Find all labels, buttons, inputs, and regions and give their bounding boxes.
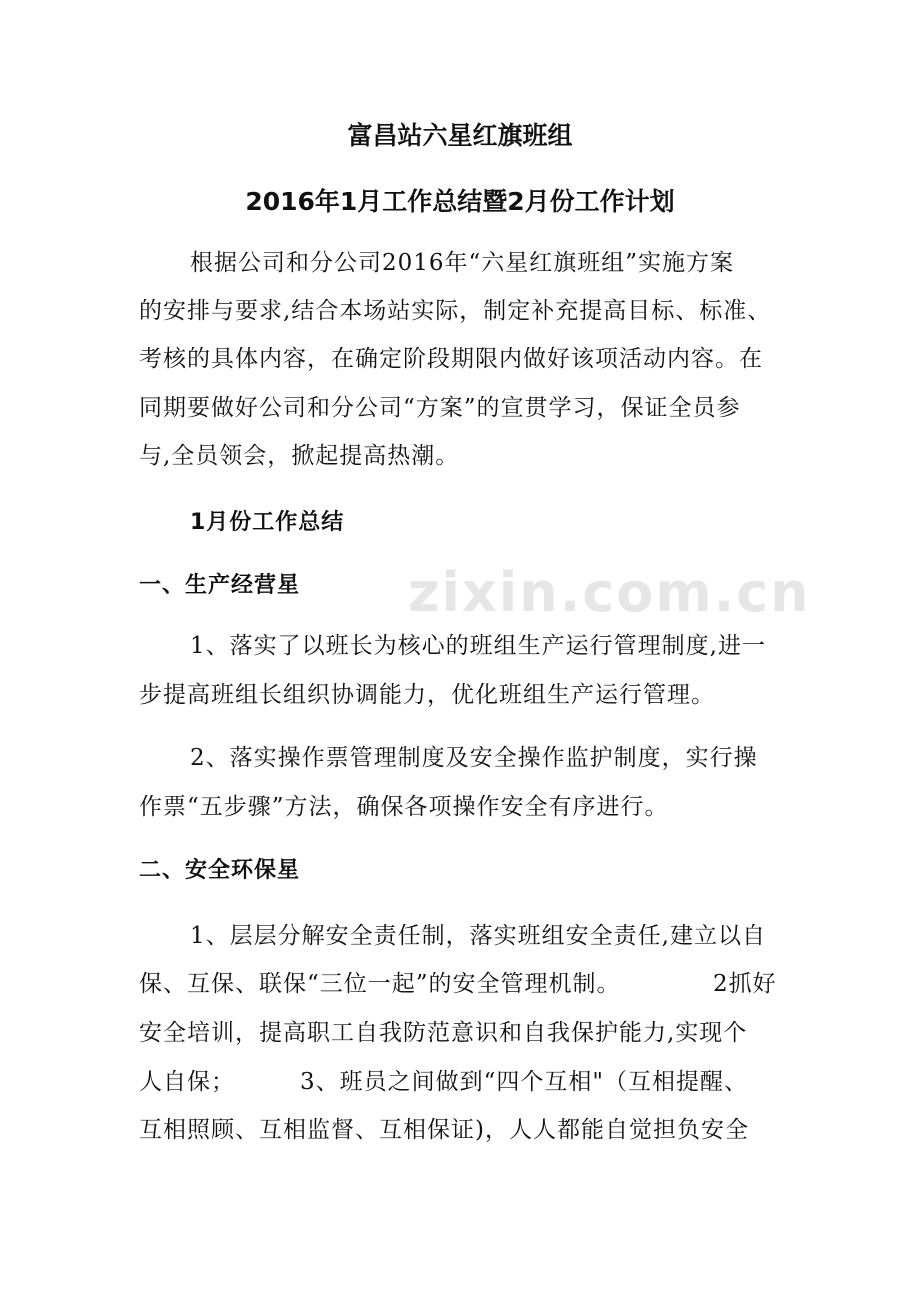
section2-line-3: 安全培训，提高职工自我防范意识和自我保护能力,实现个: [139, 1020, 748, 1046]
intro-line-1: 根据公司和分公司2016年“六星红旗班组”实施方案: [190, 250, 735, 276]
section2-line-1: 1、层层分解安全责任制，落实班组安全责任,建立以自: [190, 923, 766, 949]
intro-line-3: 考核的具体内容，在确定阶段期限内做好该项活动内容。在: [139, 346, 763, 372]
section2-line-4: 人自保；: [139, 1069, 235, 1095]
section1-p1-line-2: 步提高班组长组织协调能力，优化班组生产运行管理。: [139, 682, 715, 708]
watermark-text: zixin.com.cn: [408, 561, 811, 624]
section2-line-2: 保、互保、联保“三位一起”的安全管理机制。: [139, 971, 621, 997]
section2-line-2-tail: 2抓好: [713, 971, 777, 997]
section1-p2-line-2: 作票“五步骤”方法，确保各项操作安全有序进行。: [139, 794, 669, 820]
summary-heading: 1月份工作总结: [190, 510, 345, 535]
document-title: 富昌站六星红旗班组: [347, 121, 573, 150]
intro-line-2: 的安排与要求,结合本场站实际，制定补充提高目标、标准、: [139, 298, 772, 324]
intro-line-4: 同期要做好公司和分公司“方案”的宣贯学习，保证全员参: [139, 395, 741, 421]
section2-line-4-tail: 3、班员之间做到“四个互相"（互相提醒、: [300, 1069, 748, 1095]
intro-line-5: 与,全员领会，掀起提高热潮。: [139, 443, 460, 469]
section1-heading: 一、生产经营星: [139, 573, 301, 598]
section1-p2-line-1: 2、落实操作票管理制度及安全操作监护制度，实行操: [190, 745, 758, 771]
section1-p1-line-1: 1、落实了以班长为核心的班组生产运行管理制度,进一: [190, 633, 766, 659]
document-subtitle: 2016年1月工作总结暨2月份工作计划: [245, 187, 675, 216]
section2-line-5: 互相照顾、互相监督、互相保证)，人人都能自觉担负安全: [139, 1117, 749, 1143]
section2-heading: 二、安全环保星: [139, 858, 301, 883]
